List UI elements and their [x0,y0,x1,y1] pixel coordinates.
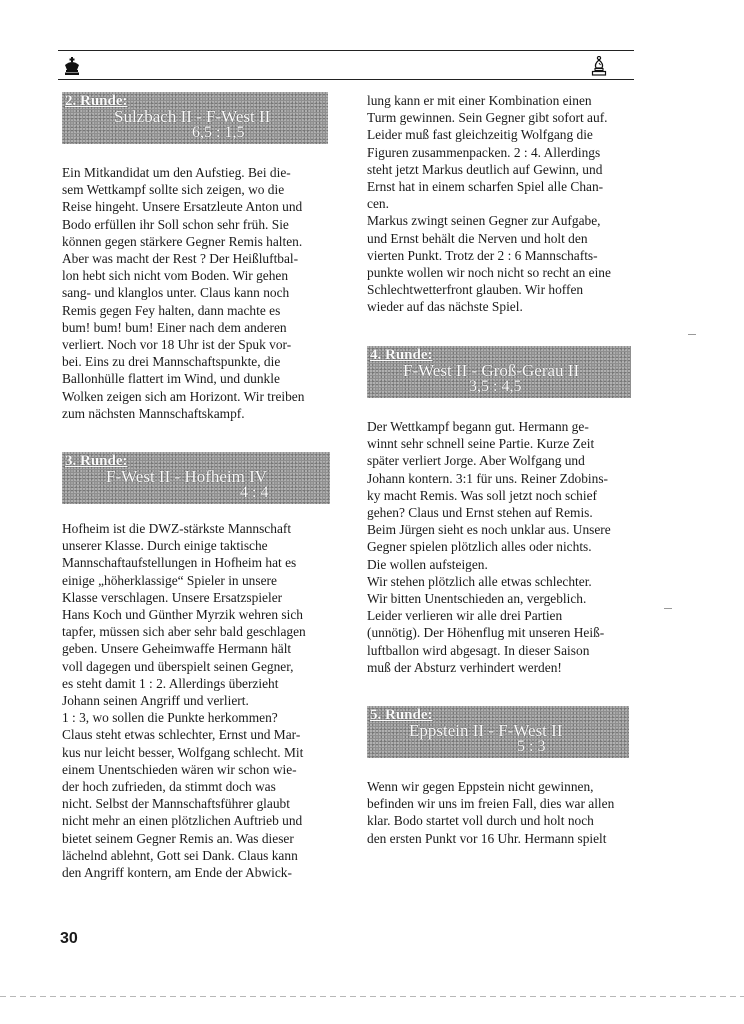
text-line: Johann kontern. 3:1 für uns. Reiner Zdobins- [367,470,608,486]
text-line: Der Wettkampf begann gut. Hermann ge- [367,419,589,434]
text-line: ky macht Remis. Was soll jetzt noch schief [367,487,597,503]
round4-article [367,418,629,676]
text-line: Claus steht etwas schlechter, Ernst und Mar- [62,727,301,743]
text-line: voll dagegen und überspielt seinen Gegner, [62,658,294,674]
text-line: unserer Klasse. Durch einige taktische [62,538,268,554]
text-line: Leider muß fast gleichzeitig Wolfgang die [367,127,593,143]
bottom-scan-line [0,996,744,997]
text-line: muß der Absturz verhindert werden! [367,659,562,675]
text-line: den Angriff kontern, am Ende der Abwick- [62,865,292,881]
text-line: Hans Koch und Günther Myrzik wehren sich [62,607,303,623]
text-line: gehen? Claus und Ernst stehen auf Remis. [367,505,593,521]
text-line: Ballonhülle flattert im Wind, und dunkle [62,371,280,387]
text-line: befinden wir uns im freien Fall, dies war allen [367,796,615,812]
margin-mark [688,334,696,335]
text-line: cen. [367,196,389,212]
margin-mark [664,608,672,609]
text-line: Bodo erfüllen ihr Soll schon sehr früh. Sie [62,216,289,232]
round-banner-3 [62,452,330,504]
text-line: bietet seinem Gegner Remis an. Was dieser [62,830,294,846]
text-line: sem Wettkampf sollte sich zeigen, wo die [62,182,285,198]
text-line: (unnötig). Der Höhenflug mit unseren Heiß- [367,625,605,641]
text-line: Wolken zeigen sich am Horizont. Wir treiben [62,388,305,404]
header-rule-top [58,50,634,51]
text-line: Klasse verschlagen. Unsere Ersatzspieler [62,589,283,605]
text-line: Remis gegen Fey halten, dann machte es [62,302,281,318]
text-line: luftballon wird abgesagt. In dieser Saison [367,642,590,658]
text-line: nicht. Selbst der Mannschaftsführer glaubt [62,796,290,812]
match-title: F-West II - Hofheim IV [106,467,268,486]
text-line: nicht mehr an einen plötzlichen Auftrieb und [62,813,303,829]
round3-article [62,520,326,881]
text-line: zum nächsten Mannschaftskampf. [62,405,245,421]
round2-article [62,164,326,422]
text-line: später verliert Jorge. Aber Wolfgang und [367,453,585,469]
round-label: 3. Runde: [65,453,128,469]
text-line: Aber was macht der Rest ? Der Heißluftbal- [62,251,299,267]
text-line: der hoch zufrieden, da stimmt doch was [62,779,276,795]
text-line: Turm gewinnen. Sein Gegner gibt sofort auf. [367,110,608,126]
match-title: Sulzbach II - F-West II [114,107,271,126]
round-label: 4. Runde: [370,347,433,363]
round-banner-2 [62,92,328,144]
round-label: 5. Runde: [370,707,433,723]
text-line: Ein Mitkandidat um den Aufstieg. Bei die- [62,165,291,180]
text-line: lon hebt sich nicht vom Boden. Wir gehen [62,268,289,284]
match-score: 3,5 : 4,5 [469,378,522,395]
text-line: Wir stehen plötzlich alle etwas schlechter. [367,573,592,589]
text-line: sang- und klanglos unter. Claus kann noch [62,285,290,301]
page-number: 30 [60,930,78,947]
text-line: wieder auf das nächste Spiel. [367,299,523,315]
text-line: es steht damit 1 : 2. Allerdings überzieht [62,675,279,691]
text-line: bei. Eins zu drei Mannschaftspunkte, die [62,354,281,370]
round-banner-5 [367,706,629,758]
round-banner-4 [367,346,631,398]
header-rule-bottom [58,79,634,80]
text-line: Schlechtwetterfront glauben. Wir hoffen [367,282,584,298]
text-line: steht jetzt Markus deutlich auf Gewinn, und [367,161,603,177]
text-line: lung kann er mit einer Kombination einen [367,93,592,108]
text-line: klar. Bodo startet voll durch und holt noch [367,813,594,829]
text-line: Ernst hat in einem scharfen Spiel alle Chan- [367,179,604,195]
match-score: 6,5 : 1,5 [192,124,245,141]
text-line: Markus zwingt seinen Gegner zur Aufgabe, [367,213,601,229]
text-line: Beim Jürgen sieht es noch unklar aus. Unsere [367,522,611,538]
text-line: Mannschaftaufstellungen in Hofheim hat es [62,555,297,571]
round5-article [367,778,629,847]
text-line: Gegner spielen plötzlich alles oder nichts. [367,539,592,555]
match-title: F-West II - Groß-Gerau II [403,361,580,380]
match-score: 4 : 4 [240,484,269,501]
text-line: Wenn wir gegen Eppstein nicht gewinnen, [367,779,594,794]
chess-king-icon [63,57,81,75]
text-line: Johann seinen Angriff und verliert. [62,693,249,709]
text-line: tapfer, müssen sich aber sehr bald geschlagen [62,624,306,640]
text-line: verliert. Noch vor 18 Uhr ist der Spuk vor- [62,337,292,353]
round-label: 2. Runde: [65,93,128,109]
match-title: Eppstein II - F-West II [409,721,563,740]
text-line: Die wollen aufsteigen. [367,556,488,572]
text-line: Wir bitten Unentschieden an, vergeblich. [367,591,587,607]
text-line: können gegen stärkere Gegner Remis halten. [62,233,303,249]
text-line: geben. Unsere Geheimwaffe Hermann hält [62,641,292,657]
text-line: kus nur leicht besser, Wolfgang schlecht. Mit [62,744,304,760]
text-line: Reise hingeht. Unsere Ersatzleute Anton und [62,199,303,215]
text-line: winnt sehr schnell seine Partie. Kurze Zeit [367,436,595,452]
round3-continued-article [367,92,629,316]
text-line: lächelnd ablehnt, Gott sei Dank. Claus kann [62,847,298,863]
text-line: bum! bum! bum! Einer nach dem anderen [62,319,287,335]
chess-bishop-icon [590,56,608,76]
text-line: Hofheim ist die DWZ-stärkste Mannschaft [62,521,292,536]
text-line: Leider verlieren wir alle drei Partien [367,608,563,624]
text-line: den ersten Punkt vor 16 Uhr. Hermann spielt [367,830,607,846]
text-line: und Ernst behält die Nerven und holt den [367,230,588,246]
match-score: 5 : 3 [517,738,546,755]
text-line: einige „höherklassige“ Spieler in unsere [62,572,277,588]
text-line: 1 : 3, wo sollen die Punkte herkommen? [62,710,278,726]
text-line: einem Unentschieden wären wir schon wie- [62,761,297,777]
text-line: Figuren zusammenpacken. 2 : 4. Allerdings [367,144,601,160]
text-line: punkte wollen wir noch nicht so recht an eine [367,265,611,281]
text-line: vierten Punkt. Trotz der 2 : 6 Mannschafts- [367,247,598,263]
